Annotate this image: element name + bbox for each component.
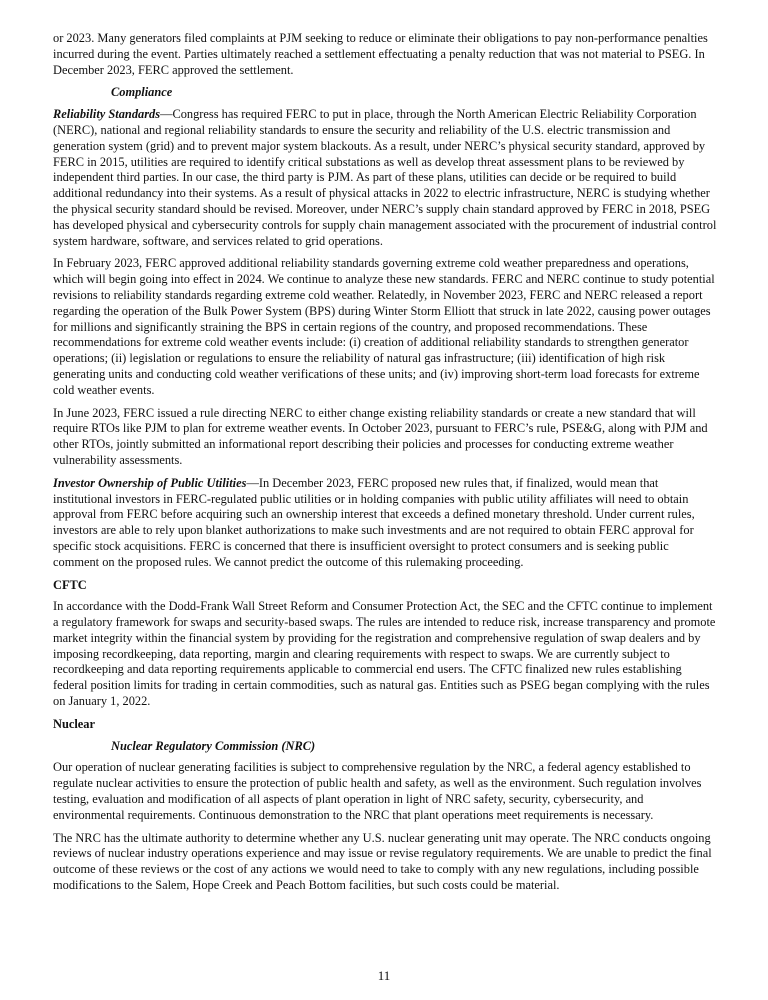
- compliance-heading: Compliance: [111, 85, 173, 100]
- paragraph-nrc-operation: Our operation of nuclear generating facilities is subject to comprehensive regulation by the NRC, a federal agency established to regulate nuclear activities to ensure the protection of public health and safety, as well as the environment. Such regulation involves testing, evaluation and modification of all aspects of plant operation in light of NRC safety, security, cybersecurity, and environmental requirements. Continuous demonstration to the NRC that plant operations meet requirements is necessary.: [53, 760, 702, 822]
- investor-ownership-body: —In December 2023, FERC proposed new rules that, if finalized, would mean that institutional investors in FERC-regulated public utilities or in holding companies with public utility affiliates will need to obtain approval from FERC before acquiring such an ownership interest that exceeds a defined monetary threshold. Under current rules, investors are able to rely upon blanket authorizations to make such investments and are not required to obtain FERC approval for specific stock acquisitions. FERC is concerned that there is insufficient oversight to protect consumers and is seeking public comment on the proposed rules. We cannot predict the outcome of this rulemaking proceeding.: [53, 475, 695, 569]
- nrc-heading: Nuclear Regulatory Commission (NRC): [111, 738, 316, 753]
- nuclear-heading: Nuclear: [53, 716, 95, 731]
- paragraph-june-2023: In June 2023, FERC issued a rule directing NERC to either change existing reliability standards or create a new standard that will require RTOs like PJM to plan for extreme weather events. In October 2023, pursuant to FERC’s rule, PSE&G, along with PJM and other RTOs, jointly submitted an informational report describing their policies and processes for conducting extreme weather vulnerability assessments.: [53, 405, 708, 467]
- cftc-heading: CFTC: [53, 577, 87, 592]
- paragraph-pjm-settlement: or 2023. Many generators filed complaints at PJM seeking to reduce or eliminate their obligations to pay non-performance penalties incurred during the event. Parties ultimately reached a settlement effectuating a penalty reduction that was not material to PSEG. In December 2023, FERC approved the settlement.: [53, 31, 708, 77]
- paragraph-nrc-authority: The NRC has the ultimate authority to determine whether any U.S. nuclear generating unit may operate. The NRC conducts ongoing reviews of nuclear industry operations experience and may issue or revise regulatory requirements. We are unable to predict the final outcome of these reviews or the cost of any actions we would need to take to comply with any new regulations, including possible modifications to the Salem, Hope Creek and Peach Bottom facilities, but such costs could be material.: [53, 830, 712, 893]
- paragraph-investor-ownership: [53, 476, 717, 571]
- paragraph-february-2023: In February 2023, FERC approved additional reliability standards governing extreme cold weather preparedness and operations, which will begin going into effect in 2024. We continue to analyze these new standards. FERC and NERC continue to study potential revisions to reliability standards regarding extreme cold weather. Relatedly, in November 2023, FERC and NERC released a report regarding the operation of the Bulk Power System (BPS) during Winter Storm Elliott that struck in late 2022, causing power outages for millions and significantly straining the BPS in certain regions of the country, and proposed recommendations. These recommendations for extreme cold weather events include: (i) creation of additional reliability standards to strengthen generator operations; (ii) legislation or regulations to ensure the reliability of natural gas infrastructure; (iii) identification of high risk generating units and conducting cold weather verifications of these units; and (iv) improving short-term load forecasts for extreme cold weather events.: [53, 256, 715, 397]
- paragraph-cftc: In accordance with the Dodd-Frank Wall Street Reform and Consumer Protection Act, the SEC and the CFTC continue to implement a regulatory framework for swaps and security-based swaps. The rules are intended to reduce risk, increase transparency and promote market integrity within the financial system by providing for the registration and comprehensive regulation of swap dealers and by imposing recordkeeping, data reporting, margin and clearing requirements with respect to swaps. We are currently subject to recordkeeping and data reporting requirements applicable to commercial end users. The CFTC finalized new rules establishing federal position limits for trading in certain commodities, such as natural gas. Entities such as PSEG began complying with the rules on January 1, 2022.: [53, 599, 716, 709]
- reliability-standards-body: —Congress has required FERC to put in place, through the North American Electric Reliability Corporation (NERC), national and regional reliability standards to ensure the security and reliability of the U.S. electric transmission and generation system (grid) and to prevent major system blackouts. As a result, under NERC’s physical security standard, approved by FERC in 2015, utilities are required to identify critical substations as well as develop threat assessment plans to be reviewed by independent third parties. In our case, the third party is PJM. As part of these plans, utilities can decide or be required to build additional redundancy into their systems. As a result of physical attacks in 2022 to electric infrastructure, NERC is studying whether the physical security standard should be revised. Moreover, under NERC’s supply chain standard approved by FERC in 2018, PSEG has developed physical and cybersecurity controls for supply chain management associated with the procurement of industrial control system hardware, software, and services related to grid operations.: [53, 107, 717, 248]
- investor-ownership-heading: Investor Ownership of Public Utilities: [53, 475, 247, 490]
- paragraph-reliability-standards: [53, 107, 717, 249]
- reliability-standards-heading: Reliability Standards: [53, 107, 161, 122]
- document-page: [53, 31, 717, 901]
- page-number: 11: [377, 968, 391, 983]
